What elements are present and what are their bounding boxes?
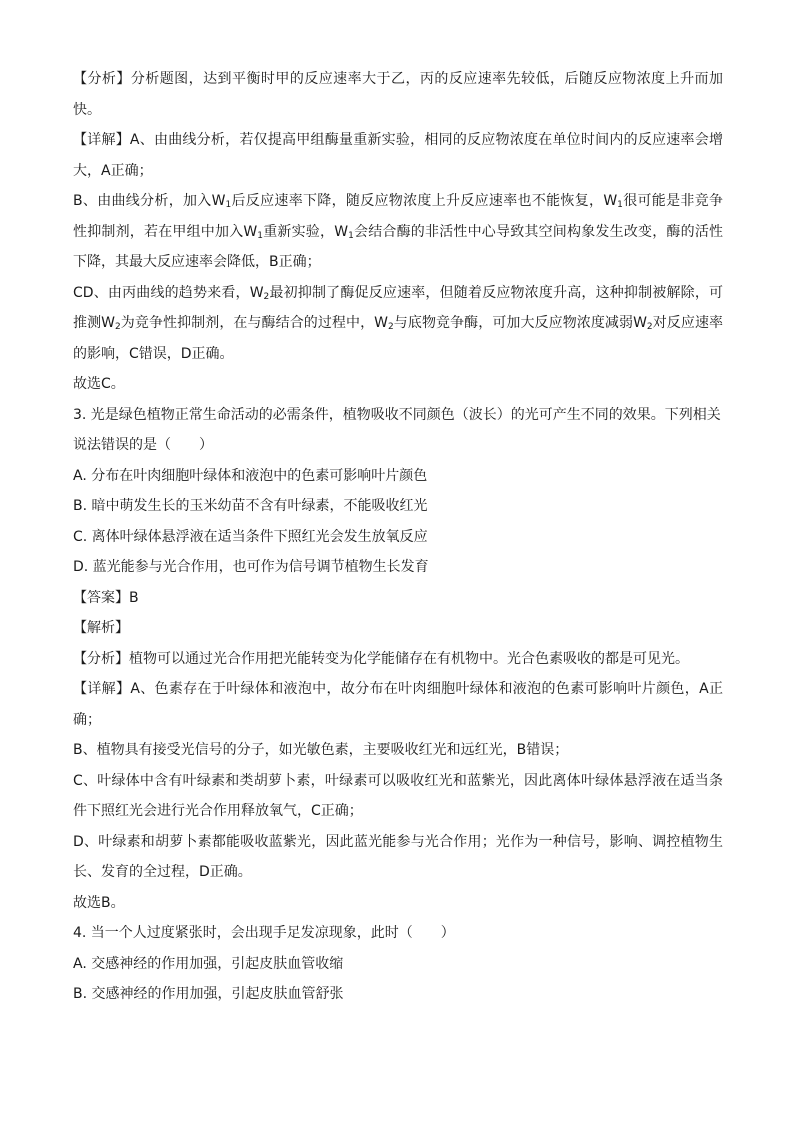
subscript: 2 [646, 322, 653, 332]
text-run: 后反应速率下降，随反应物浓度上升反应速率也不能恢复，W [231, 193, 618, 209]
text-run: 与底物竞争酶，可加大反应物浓度减弱W [393, 315, 647, 331]
q3-analysis: 【分析】植物可以通过光合作用把光能转变为化学能储存在有机物中。光合色素吸收的都是可见光。 [73, 650, 689, 667]
q2-detail-b [73, 186, 723, 278]
q3-option-b: B. 暗中萌发生长的玉米幼苗不含有叶绿素，不能吸收红光 [73, 498, 428, 514]
q2-analysis: 【分析】分析题图，达到平衡时甲的反应速率大于乙，丙的反应速率先较低，后随反应物浓度上升而加快。 [73, 71, 723, 118]
subscript: 1 [225, 200, 232, 210]
q3-analysis-label: 【解析】 [73, 620, 129, 636]
q4-option-b: B. 交感神经的作用加强，引起皮肤血管舒张 [73, 986, 344, 1002]
subscript: 2 [115, 322, 121, 332]
text-run: 重新实验，W [263, 223, 349, 240]
q3-detail-b: B、植物具有接受光信号的分子，如光敏色素，主要吸收红光和远红光，B错误； [73, 742, 569, 758]
q2-conclusion: 故选C。 [73, 376, 125, 392]
q3-detail-c: C、叶绿体中含有叶绿素和类胡萝卜素，叶绿素可以吸收红光和蓝紫光，因此离体叶绿体悬浮液在适当条件下照红光会进行光合作用释放氧气，C正确； [73, 772, 723, 819]
document-page [73, 64, 723, 1010]
text-run: 为竞争性抑制剂，在与酶结合的过程中，W [120, 315, 388, 331]
q2-detail-cd [73, 278, 723, 370]
q3-conclusion: 故选B。 [73, 894, 125, 911]
q2-detail-a: 【详解】A、由曲线分析，若仅提高甲组酶量重新实验，相同的反应物浓度在单位时间内的反应速率会增大，A正确； [73, 132, 723, 179]
subscript: 1 [257, 230, 263, 241]
q3-detail-a: 【详解】A、色素存在于叶绿体和液泡中，故分布在叶肉细胞叶绿体和液泡的色素可影响叶片颜色，A正确； [73, 681, 723, 728]
text-run: 很可能是非竞争性抑制剂，若在甲组中加入W [73, 193, 724, 240]
text-run: 最初抑制了酶促反应速率，但随着反应物浓度升高，这种抑制被解除，可推测W [73, 284, 723, 331]
q4-option-a: A. 交感神经的作用加强，引起皮肤血管收缩 [73, 955, 344, 972]
text-run: CD、由丙曲线的趋势来看，W [73, 284, 264, 301]
q3-option-d: D. 蓝光能参与光合作用，也可作为信号调节植物生长发育 [73, 559, 429, 575]
subscript: 2 [388, 322, 394, 332]
q3-stem: 3. 光是绿色植物正常生命活动的必需条件，植物吸收不同颜色（波长）的光可产生不同的效果。下列相关说法错误的是（ ） [73, 406, 721, 453]
q3-option-c: C. 离体叶绿体悬浮液在适当条件下照红光会发生放氧反应 [73, 528, 428, 545]
subscript: 1 [617, 200, 623, 210]
text-run: 对反应速率的影响，C错误，D正确。 [73, 315, 724, 362]
q4-stem: 4. 当一个人过度紧张时，会出现手足发凉现象，此时（ ） [73, 925, 455, 941]
q3-answer: 【答案】B [73, 589, 139, 606]
subscript: 1 [348, 230, 354, 241]
q3-option-a: A. 分布在叶肉细胞叶绿体和液泡中的色素可影响叶片颜色 [73, 467, 428, 484]
q3-detail-d: D、叶绿素和胡萝卜素都能吸收蓝紫光，因此蓝光能参与光合作用；光作为一种信号，影响、调控植物生长、发育的全过程，D正确。 [73, 833, 723, 880]
text-run: B、由曲线分析，加入W [73, 193, 226, 209]
text-run: 会结合酶的非活性中心导致其空间构象发生改变，酶的活性下降，其最大反应速率会降低，B正确； [73, 223, 724, 270]
subscript: 2 [263, 291, 270, 302]
